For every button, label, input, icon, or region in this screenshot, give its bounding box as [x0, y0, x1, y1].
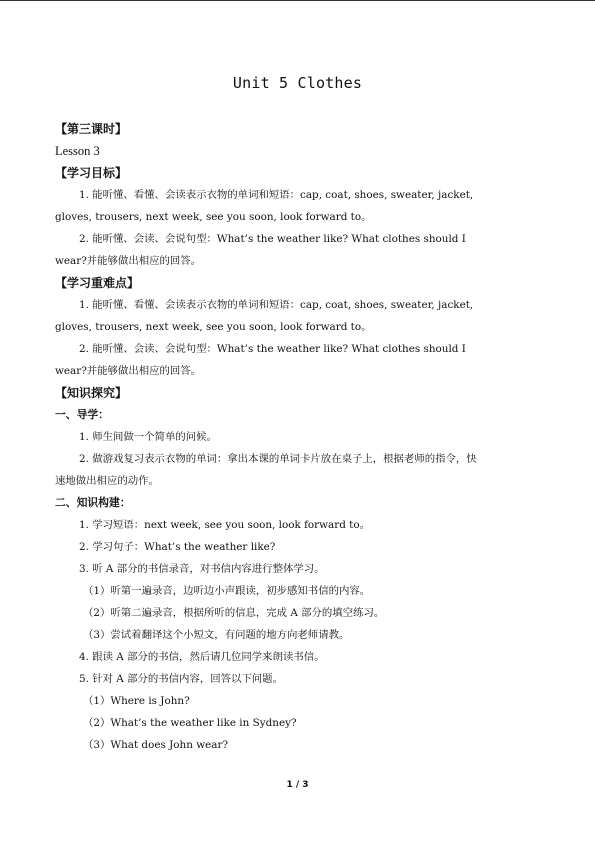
text-line: 1. 能听懂、看懂、会读表示衣物的单词和短语：cap, coat, shoes, sweater, jacket, [79, 189, 474, 201]
document-body [55, 118, 545, 756]
text-line: 2. 能听懂、会读、会说句型：What’s the weather like? What clothes should I [79, 233, 466, 245]
subsection-heading: 二、知识构建： [55, 496, 131, 509]
text-line: （1）Where is John? [83, 695, 190, 707]
document-title: Unit 5 Clothes [232, 74, 363, 92]
section-heading: 【第三课时】 [55, 122, 128, 136]
section-heading: 【学习目标】 [55, 166, 128, 180]
text-line: 4. 跟读 A 部分的书信，然后请几位同学来朗读书信。 [79, 651, 325, 663]
top-border-line [0, 0, 595, 1]
text-line: （3）尝试着翻译这个小短文，有问题的地方向老师请教。 [83, 629, 350, 641]
text-line: gloves, trousers, next week, see you soon, look forward to。 [55, 321, 372, 333]
lesson-label: Lesson 3 [55, 144, 100, 158]
text-line: 2. 学习句子：What’s the weather like? [79, 541, 276, 553]
text-line: 1. 师生间做一个简单的问候。 [79, 431, 217, 443]
page-number: 1 / 3 [286, 780, 309, 790]
text-line: wear?并能够做出相应的回答。 [55, 365, 202, 377]
section-heading: 【知识探究】 [55, 386, 128, 400]
text-line: 1. 能听懂、看懂、会读表示衣物的单词和短语：cap, coat, shoes, sweater, jacket, [79, 299, 474, 311]
text-line: （2）What’s the weather like in Sydney? [83, 717, 297, 729]
text-line: （2）听第二遍录音，根据所听的信息，完成 A 部分的填空练习。 [83, 607, 385, 619]
text-line: 1. 学习短语：next week, see you soon, look forward to。 [79, 519, 370, 531]
subsection-heading: 一、导学： [55, 408, 109, 421]
text-line: （3）What does John wear? [83, 739, 229, 751]
text-line: 3. 听 A 部分的书信录音，对书信内容进行整体学习。 [79, 563, 325, 575]
section-heading: 【学习重难点】 [55, 276, 140, 290]
text-line: 5. 针对 A 部分的书信内容，回答以下问题。 [79, 673, 283, 685]
text-line: gloves, trousers, next week, see you soon, look forward to。 [55, 211, 372, 223]
text-line: 速地做出相应的动作。 [55, 475, 159, 487]
text-line: 2. 做游戏复习表示衣物的单词：拿出本课的单词卡片放在桌子上，根据老师的指令，快 [79, 453, 477, 465]
text-line: 2. 能听懂、会读、会说句型：What’s the weather like? What clothes should I [79, 343, 466, 355]
text-line: wear?并能够做出相应的回答。 [55, 255, 202, 267]
text-line: （1）听第一遍录音，边听边小声跟读，初步感知书信的内容。 [83, 585, 371, 597]
